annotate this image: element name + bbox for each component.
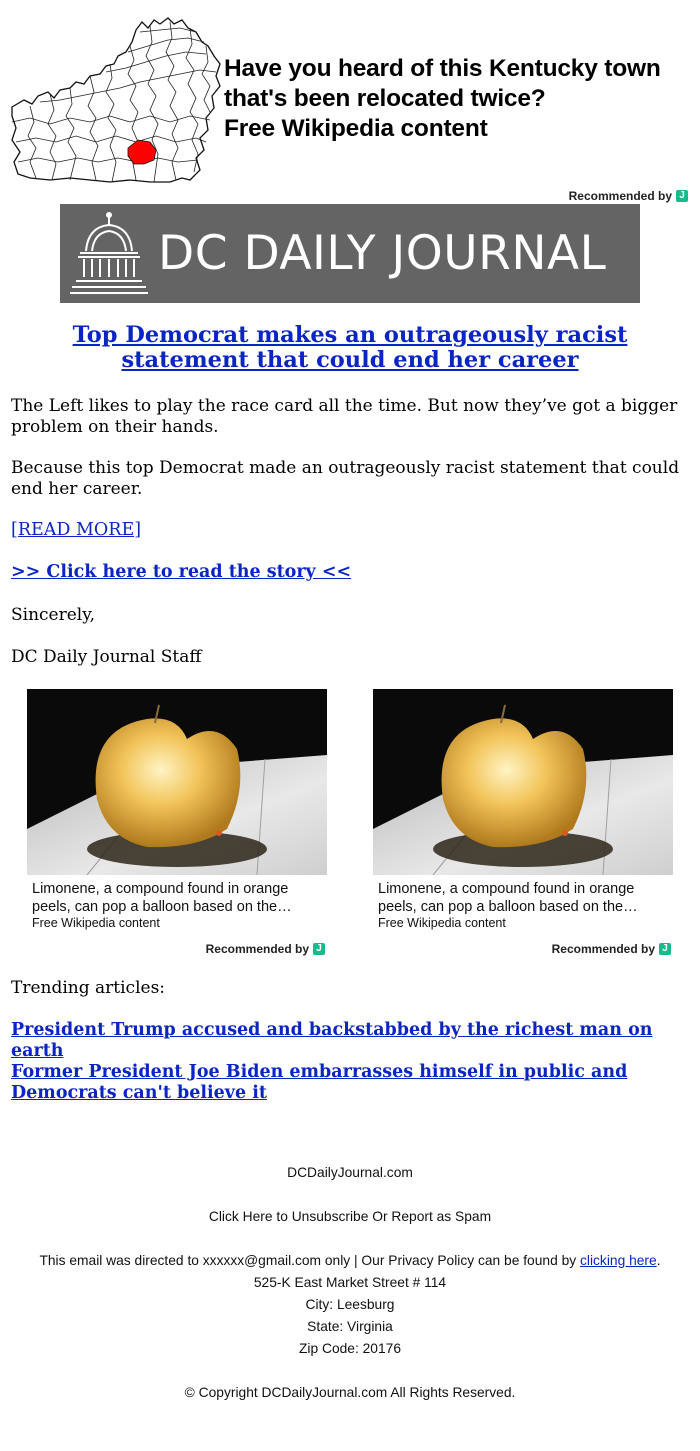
email-notice-text: This email was directed to xxxxxx@gmail.com only | Our Privacy Policy can be found by bbox=[39, 1253, 580, 1268]
card-title[interactable]: Limonene, a compound found in orange peels, can pop a balloon based on the… bbox=[378, 881, 638, 915]
trending-label: Trending articles: bbox=[11, 978, 166, 998]
logo-text: DC DAILY JOURNAL bbox=[158, 226, 607, 281]
card-source: Free Wikipedia content bbox=[378, 916, 506, 930]
balloon-image[interactable] bbox=[27, 689, 327, 875]
privacy-policy-link[interactable]: clicking here bbox=[580, 1253, 657, 1268]
recommended-by-text: Recommended by bbox=[568, 189, 672, 203]
unsubscribe-link[interactable]: Click Here to Unsubscribe Or Report as Spam bbox=[208, 1209, 492, 1224]
footer-city: City: Leesburg bbox=[305, 1297, 395, 1312]
click-here-link-wrapper[interactable] bbox=[11, 562, 351, 582]
trending-item[interactable] bbox=[11, 1062, 681, 1104]
recommended-by-label[interactable] bbox=[569, 189, 688, 203]
recommended-by-label[interactable] bbox=[206, 942, 325, 956]
footer-copyright: © Copyright DCDailyJournal.com All Rights Reserved. bbox=[184, 1385, 516, 1400]
jeeng-logo-icon: J bbox=[313, 943, 325, 955]
article-paragraph-2: Because this top Democrat made an outrageously racist statement that could end her career. bbox=[11, 458, 680, 499]
article-headline[interactable] bbox=[10, 323, 690, 373]
balloon-image[interactable] bbox=[373, 689, 673, 875]
read-more-link-wrapper[interactable] bbox=[11, 520, 141, 540]
jeeng-logo-icon: J bbox=[676, 190, 688, 202]
ad-headline-text[interactable]: Have you heard of this Kentucky town that's been relocated twice? bbox=[224, 55, 661, 112]
ad-source-text: Free Wikipedia content bbox=[224, 115, 488, 142]
article-paragraph-1: The Left likes to play the race card all the time. But now they’ve got a bigger problem on their hands. bbox=[11, 396, 678, 437]
trending-link-2[interactable]: Former President Joe Biden embarrasses himself in public and Democrats can't believe it bbox=[11, 1062, 628, 1103]
signature: DC Daily Journal Staff bbox=[11, 647, 202, 667]
trending-item[interactable] bbox=[11, 1020, 681, 1062]
recommended-by-text: Recommended by bbox=[551, 942, 655, 956]
article-headline-link[interactable]: Top Democrat makes an outrageously racist statement that could end her career bbox=[72, 322, 628, 373]
card-title[interactable]: Limonene, a compound found in orange peels, can pop a balloon based on the… bbox=[32, 881, 292, 915]
card-source: Free Wikipedia content bbox=[32, 916, 160, 930]
recommended-by-label[interactable] bbox=[552, 942, 671, 956]
email-notice-end: . bbox=[656, 1253, 661, 1268]
trending-link-1[interactable]: President Trump accused and backstabbed by the richest man on earth bbox=[11, 1020, 653, 1061]
footer-zip: Zip Code: 20176 bbox=[298, 1341, 401, 1356]
sponsored-ad-top[interactable] bbox=[10, 8, 690, 208]
ad-headline[interactable] bbox=[224, 54, 684, 144]
read-more-link[interactable]: [READ MORE] bbox=[11, 520, 142, 540]
sign-off: Sincerely, bbox=[11, 605, 95, 625]
site-logo-banner bbox=[60, 204, 640, 303]
click-here-link[interactable]: >> Click here to read the story << bbox=[11, 562, 352, 582]
capitol-dome-icon bbox=[68, 211, 150, 297]
footer-site-name: DCDailyJournal.com bbox=[287, 1165, 413, 1180]
recommended-card[interactable] bbox=[27, 689, 327, 959]
footer-state: State: Virginia bbox=[307, 1319, 393, 1334]
recommended-card[interactable] bbox=[373, 689, 673, 959]
email-notice bbox=[0, 1253, 700, 1268]
jeeng-logo-icon: J bbox=[659, 943, 671, 955]
footer-street: 525-K East Market Street # 114 bbox=[253, 1275, 447, 1290]
kentucky-map-image[interactable] bbox=[10, 12, 222, 184]
recommended-by-text: Recommended by bbox=[205, 942, 309, 956]
